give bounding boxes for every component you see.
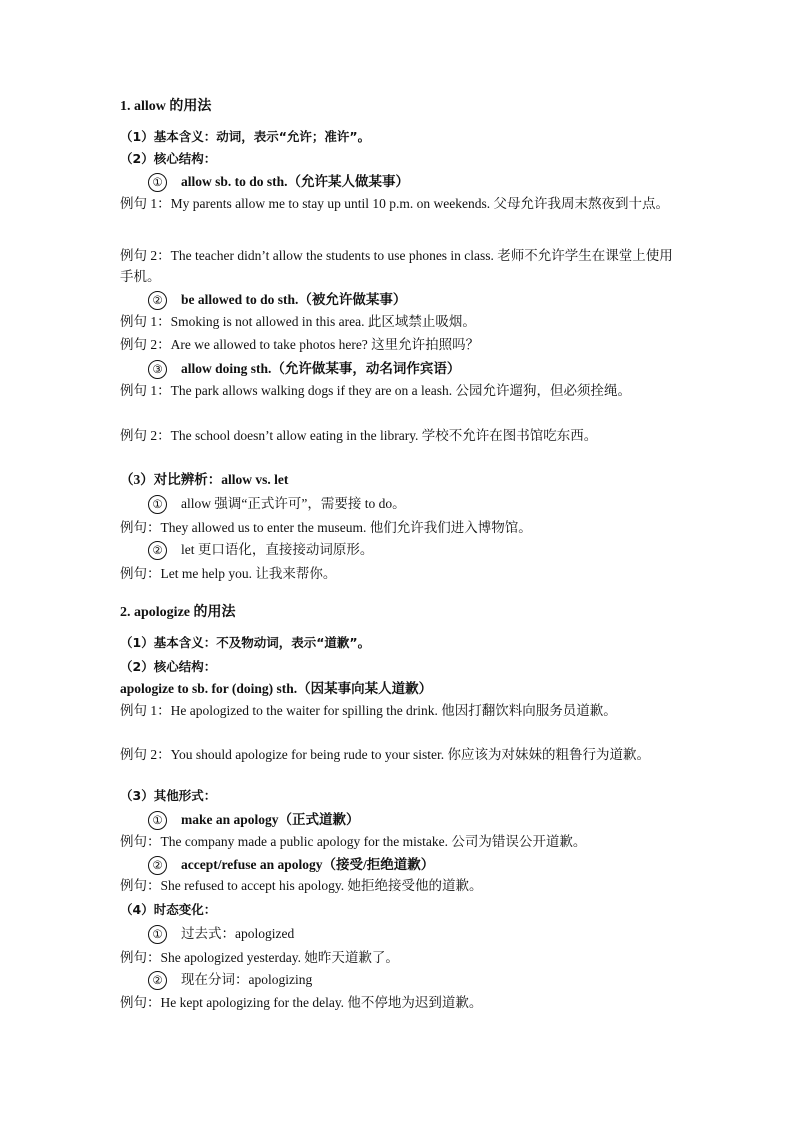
apologize-example-1: 例句 1：He apologized to the waiter for spilling the drink. 他因打翻饮料向服务员道歉。	[120, 703, 617, 718]
circled-number-1: ①	[148, 495, 167, 514]
allow-s3-example-1: 例句 1：The park allows walking dogs if they are on a leash. 公园允许遛狗，但必须拴绳。	[120, 383, 632, 398]
apologize-past-tense-example: 例句：She apologized yesterday. 她昨天道歉了。	[120, 950, 399, 965]
apologize-form-2: ② accept/refuse an apology（接受/拒绝道歉）	[148, 855, 434, 875]
apologize-core-structure-heading: （2）核心结构：	[120, 659, 217, 674]
apologize-structure: apologize to sb. for (doing) sth.（因某事向某人道歉）	[120, 681, 433, 696]
apologize-tense-heading: （4）时态变化：	[120, 902, 217, 917]
apologize-other-forms-heading: （3）其他形式：	[120, 788, 217, 803]
circled-number-2: ②	[148, 971, 167, 990]
allow-structure-3: ③ allow doing sth.（允许做某事，动名词作宾语）	[148, 359, 460, 379]
circled-number-2: ②	[148, 541, 167, 560]
allow-structure-2: ② be allowed to do sth.（被允许做某事）	[148, 290, 406, 310]
allow-core-structure-heading: （2）核心结构：	[120, 151, 217, 166]
apologize-present-participle: ② 现在分词：apologizing	[148, 970, 312, 990]
apologize-form-2-example: 例句：She refused to accept his apology. 她拒绝接受他的道歉。	[120, 878, 483, 893]
allow-s2-example-2: 例句 2：Are we allowed to take photos here? 这里允许拍照吗？	[120, 337, 480, 352]
compare-allow: ① allow 强调“正式许可”，需要接 to do。	[148, 494, 406, 514]
apologize-past-tense: ① 过去式：apologized	[148, 924, 294, 944]
apologize-form-1: ① make an apology（正式道歉）	[148, 810, 360, 830]
allow-s1-example-1: 例句 1：My parents allow me to stay up until 10 p.m. on weekends. 父母允许我周末熬夜到十点。	[120, 196, 669, 211]
circled-number-1: ①	[148, 811, 167, 830]
allow-s3-example-2: 例句 2：The school doesn’t allow eating in the library. 学校不允许在图书馆吃东西。	[120, 428, 598, 443]
compare-let: ② let 更口语化，直接接动词原形。	[148, 540, 373, 560]
compare-let-example: 例句：Let me help you. 让我来帮你。	[120, 566, 337, 581]
circled-number-2: ②	[148, 291, 167, 310]
allow-s1-example-2: 例句 2：The teacher didn’t allow the students to use phones in class. 老师不允许学生在课堂上使用手机。	[120, 248, 673, 284]
circled-number-1: ①	[148, 173, 167, 192]
allow-structure-1: ① allow sb. to do sth.（允许某人做某事）	[148, 172, 409, 192]
apologize-form-1-example: 例句：The company made a public apology for the mistake. 公司为错误公开道歉。	[120, 834, 587, 849]
allow-s2-example-1: 例句 1：Smoking is not allowed in this area. 此区域禁止吸烟。	[120, 314, 476, 329]
allow-basic-meaning: （1）基本含义：动词，表示“允许；准许”。	[120, 129, 371, 144]
circled-number-1: ①	[148, 925, 167, 944]
apologize-example-2: 例句 2：You should apologize for being rude to your sister. 你应该为对妹妹的粗鲁行为道歉。	[120, 747, 650, 762]
apologize-present-participle-example: 例句：He kept apologizing for the delay. 他不停地为迟到道歉。	[120, 995, 483, 1010]
circled-number-3: ③	[148, 360, 167, 379]
allow-compare-heading: （3）对比辨析：allow vs. let	[120, 472, 289, 487]
apologize-basic-meaning: （1）基本含义：不及物动词，表示“道歉”。	[120, 635, 371, 650]
section-title-apologize: 2. apologize 的用法	[120, 605, 236, 620]
section-title-allow: 1. allow 的用法	[120, 99, 212, 114]
circled-number-2: ②	[148, 856, 167, 875]
compare-allow-example: 例句：They allowed us to enter the museum. 他们允许我们进入博物馆。	[120, 520, 532, 535]
